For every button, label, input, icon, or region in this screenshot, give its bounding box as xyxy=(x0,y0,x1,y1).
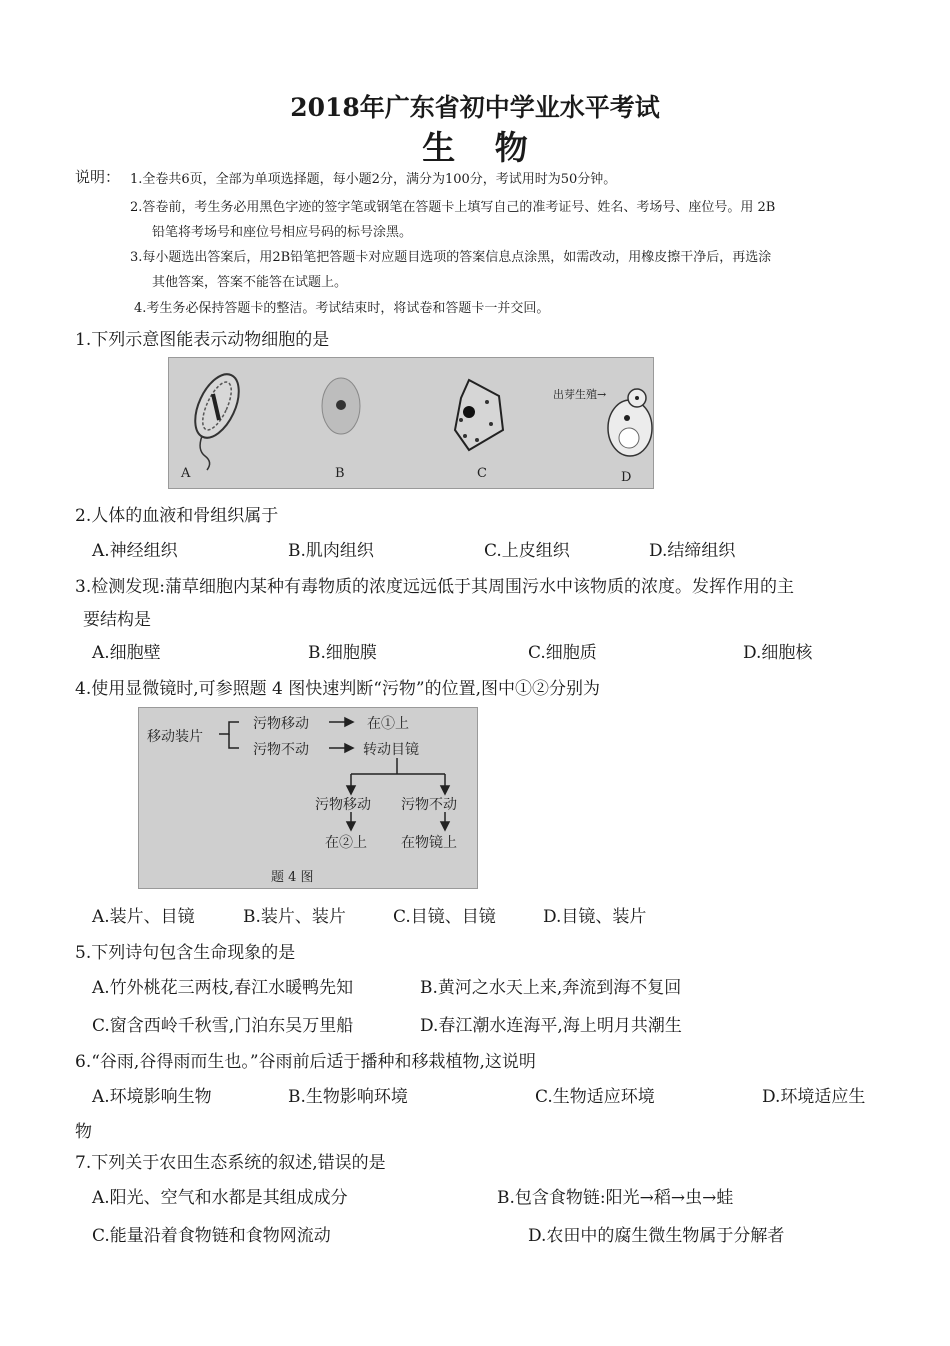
flow-on-1: 在①上 xyxy=(367,716,409,732)
flow-dirt-moves-2: 污物移动 xyxy=(315,797,371,813)
flow-turn-eyepiece: 转动目镜 xyxy=(363,742,419,758)
q7-option-b[interactable]: B.包含食物链:阳光→稻→虫→蛙 xyxy=(497,1188,734,1208)
question-4-stem: 4.使用显微镜时,可参照题 4 图快速判断“污物”的位置,图中①②分别为 xyxy=(75,679,601,699)
q6-option-d-wrap: 物 xyxy=(75,1122,92,1142)
q7-option-c[interactable]: C.能量沿着食物链和食物网流动 xyxy=(92,1226,331,1246)
q6-option-a[interactable]: A.环境影响生物 xyxy=(92,1087,212,1107)
q2-option-c[interactable]: C.上皮组织 xyxy=(484,541,570,561)
figure-label-c: C xyxy=(477,466,487,481)
flow-move-slide: 移动装片 xyxy=(147,729,203,745)
exam-title: 2018年广东省初中学业水平考试 xyxy=(290,93,660,122)
budding-annotation: 出芽生殖→ xyxy=(553,388,607,401)
cell-b-animal xyxy=(322,378,360,434)
figure-label-d: D xyxy=(621,470,632,485)
q2-option-a[interactable]: A.神经组织 xyxy=(92,541,178,561)
flow-dirt-moves: 污物移动 xyxy=(253,716,309,732)
q3-option-c[interactable]: C.细胞质 xyxy=(528,643,597,663)
question-1-figure xyxy=(168,357,654,489)
question-5-stem: 5.下列诗句包含生命现象的是 xyxy=(75,943,296,963)
note-3: 3.每小题选出答案后，用2B铅笔把答题卡对应题目选项的答案信息点涂黑，如需改动，用橡皮擦干净后，再选涂 xyxy=(130,250,772,265)
q2-option-b[interactable]: B.肌肉组织 xyxy=(288,541,374,561)
q7-option-a[interactable]: A.阳光、空气和水都是其组成成分 xyxy=(92,1188,348,1208)
q4-option-b[interactable]: B.装片、装片 xyxy=(243,907,346,927)
note-1: 1.全卷共6页，全部为单项选择题，每小题2分，满分为100分，考试用时为50分钟。 xyxy=(130,172,617,187)
q4-option-c[interactable]: C.目镜、目镜 xyxy=(393,907,496,927)
question-2-stem: 2.人体的血液和骨组织属于 xyxy=(75,506,279,526)
cell-a-bacterium xyxy=(186,368,247,470)
question-6-stem: 6.“谷雨,谷得雨而生也。”谷雨前后适于播种和移栽植物,这说明 xyxy=(75,1052,536,1072)
note-2-cont: 铅笔将考场号和座位号相应号码的标号涂黑。 xyxy=(152,225,413,240)
q5-option-c[interactable]: C.窗含西岭千秋雪,门泊东吴万里船 xyxy=(92,1016,354,1036)
cell-diagrams-svg xyxy=(169,358,653,488)
q3-option-a[interactable]: A.细胞壁 xyxy=(92,643,161,663)
q5-option-b[interactable]: B.黄河之水天上来,奔流到海不复回 xyxy=(420,978,682,998)
figure-label-a: A xyxy=(181,466,191,481)
cell-d-yeast xyxy=(608,389,652,456)
q5-option-a[interactable]: A.竹外桃花三两枝,春江水暖鸭先知 xyxy=(92,978,354,998)
question-1-stem: 1.下列示意图能表示动物细胞的是 xyxy=(75,330,330,350)
question-4-flowchart xyxy=(138,707,478,889)
subject-title: 生 物 xyxy=(422,128,542,167)
note-2: 2.答卷前，考生务必用黑色字迹的签字笔或钢笔在答题卡上填写自己的准考证号、姓名、考场号、座位号。用 2B xyxy=(130,200,776,215)
flow-dirt-still: 污物不动 xyxy=(253,742,309,758)
q4-option-d[interactable]: D.目镜、装片 xyxy=(543,907,647,927)
q3-option-d[interactable]: D.细胞核 xyxy=(743,643,813,663)
note-4: 4.考生务必保持答题卡的整洁。考试结束时，将试卷和答题卡一并交回。 xyxy=(134,301,550,316)
q5-option-d[interactable]: D.春江潮水连海平,海上明月共潮生 xyxy=(420,1016,682,1036)
note-3-cont: 其他答案，答案不能答在试题上。 xyxy=(152,275,348,290)
question-3-stem: 3.检测发现:蒲草细胞内某种有毒物质的浓度远远低于其周围污水中该物质的浓度。发挥作用的主 xyxy=(75,577,794,597)
flow-dirt-still-2: 污物不动 xyxy=(401,797,457,813)
figure-4-caption: 题 4 图 xyxy=(271,870,314,885)
q2-option-d[interactable]: D.结缔组织 xyxy=(649,541,736,561)
flow-on-2: 在②上 xyxy=(325,835,367,851)
question-3-stem-cont: 要结构是 xyxy=(83,610,151,630)
question-7-stem: 7.下列关于农田生态系统的叙述,错误的是 xyxy=(75,1153,386,1173)
flow-on-objective: 在物镜上 xyxy=(401,835,457,851)
q6-option-b[interactable]: B.生物影响环境 xyxy=(288,1087,408,1107)
q3-option-b[interactable]: B.细胞膜 xyxy=(308,643,377,663)
figure-label-b: B xyxy=(335,466,345,481)
q6-option-c[interactable]: C.生物适应环境 xyxy=(535,1087,655,1107)
q6-option-d[interactable]: D.环境适应生 xyxy=(762,1087,866,1107)
notes-label: 说明： xyxy=(75,168,121,186)
q4-option-a[interactable]: A.装片、目镜 xyxy=(92,907,195,927)
q7-option-d[interactable]: D.农田中的腐生微生物属于分解者 xyxy=(528,1226,785,1246)
cell-c-plant xyxy=(455,380,503,450)
